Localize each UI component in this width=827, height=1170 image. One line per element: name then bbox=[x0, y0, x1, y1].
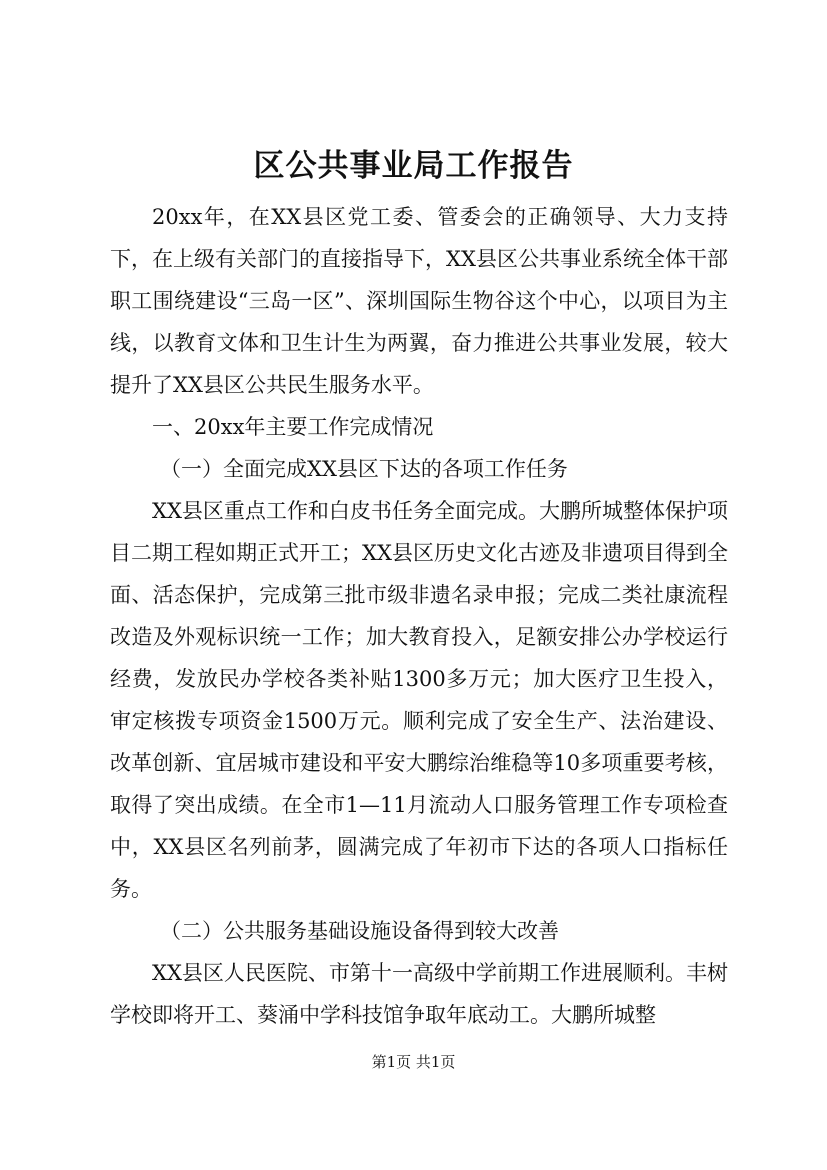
paragraph-infrastructure: XX县区人民医院、市第十一高级中学前期工作进展顺利。丰树学校即将开工、葵涌中学科技馆争取年底动工。大鹏所城整 bbox=[110, 961, 728, 1027]
subsection-heading: （二）公共服务基础设施设备得到较大改善 bbox=[160, 919, 559, 943]
document-title: 区公共事业局工作报告 bbox=[253, 148, 574, 184]
paragraph-tasks: XX县区重点工作和白皮书任务全面完成。大鹏所城整体保护项目二期工程如期正式开工；XX县区历史文化古迹及非遗项目得到全面、活态保护，完成第三批市级非遗名录申报；完成二类社康流程改造及外观标识统一工作；加大教育投入，足额安排公办学校运行经费，发放民办学校各类补贴1300多万元；加大医疗卫生投入，审定核拨专项资金1500万元。顺利完成了安全生产、法治建设、改革创新、宜居城市建设和平安大鹏综治维稳等10多项重要考核，取得了突出成绩。在全市1—11月流动人口服务管理工作专项检查中，XX县区名列前茅，圆满完成了年初市下达的各项人口指标任务。 bbox=[110, 499, 728, 901]
document-body bbox=[110, 196, 728, 1036]
section-heading: 一、20xx年主要工作完成情况 bbox=[152, 415, 434, 439]
paragraph-intro: 20xx年，在XX县区党工委、管委会的正确领导、大力支持下，在上级有关部门的直接指导下，XX县区公共事业系统全体干部职工围绕建设“三岛一区”、深圳国际生物谷这个中心，以项目为主线，以教育文体和卫生计生为两翼，奋力推进公共事业发展，较大提升了XX县区公共民生服务水平。 bbox=[110, 205, 728, 397]
page-footer: 第1页 共1页 bbox=[371, 1053, 456, 1071]
subsection-heading: （一）全面完成XX县区下达的各项工作任务 bbox=[160, 457, 568, 481]
